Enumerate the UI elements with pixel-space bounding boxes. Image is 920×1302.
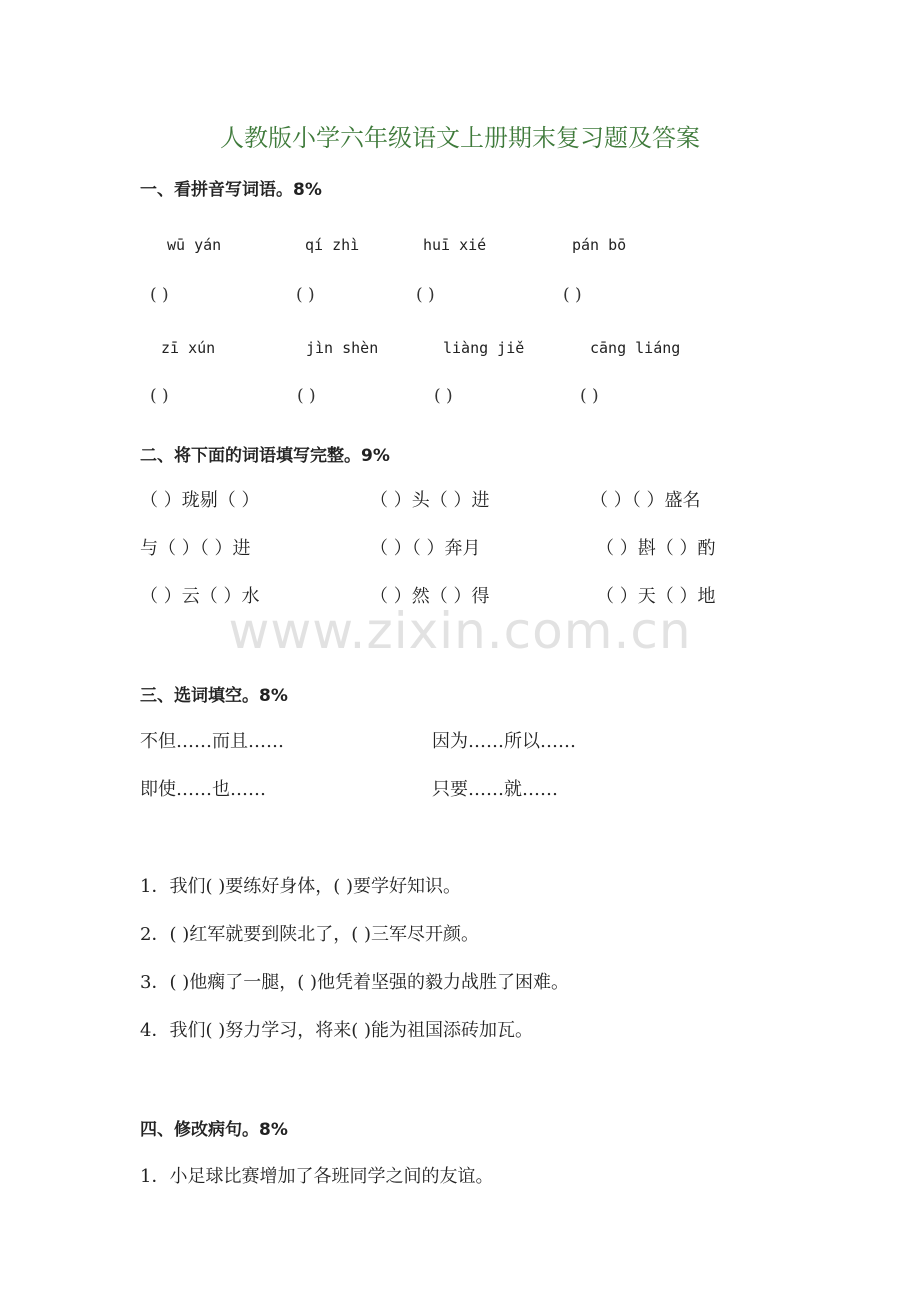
fill-sentence-2: 2．( )红军就要到陕北了，( )三军尽开颜。 [140, 924, 479, 945]
pinyin-7: liàng jiě [443, 339, 525, 357]
idiom-item: （ ）斟（ ）酌 [596, 538, 716, 559]
section-heading-2: 二、将下面的词语填写完整。9% [140, 446, 390, 466]
section-heading-4: 四、修改病句。8% [140, 1120, 288, 1140]
pinyin-1: wū yán [167, 236, 222, 254]
pinyin-8: cāng liáng [590, 339, 681, 357]
pinyin-5: zī xún [161, 339, 216, 357]
answer-blank[interactable]: ( ) [580, 386, 599, 406]
fill-sentence-1: 1．我们( )要练好身体，( )要学好知识。 [140, 876, 461, 897]
faulty-sentence-1: 1．小足球比赛增加了各班同学之间的友谊。 [140, 1166, 494, 1187]
watermark: www.zixin.com.cn [228, 602, 692, 660]
word-option: 即使……也…… [140, 779, 266, 800]
pinyin-6: jìn shèn [306, 339, 379, 357]
word-option: 因为……所以…… [432, 731, 576, 752]
answer-blank[interactable]: ( ) [150, 285, 169, 305]
fill-sentence-3: 3．( )他瘸了一腿，( )他凭着坚强的毅力战胜了困难。 [140, 972, 569, 993]
section-heading-1: 一、看拼音写词语。8% [140, 180, 322, 200]
word-option: 只要……就…… [432, 779, 558, 800]
idiom-item: （ ）云（ ）水 [140, 586, 260, 607]
fill-sentence-4: 4．我们( )努力学习，将来( )能为祖国添砖加瓦。 [140, 1020, 533, 1041]
page-title: 人教版小学六年级语文上册期末复习题及答案 [220, 124, 700, 152]
idiom-item: （ ）珑剔（ ） [140, 490, 260, 511]
pinyin-2: qí zhì [305, 236, 360, 254]
word-option: 不但……而且…… [140, 731, 284, 752]
idiom-item: （ ）天（ ）地 [596, 586, 716, 607]
pinyin-3: huī xié [423, 236, 487, 254]
section-heading-3: 三、选词填空。8% [140, 686, 288, 706]
idiom-item: （ ）然（ ）得 [370, 586, 490, 607]
idiom-item: （ ）（ ）盛名 [590, 490, 701, 511]
idiom-item: 与（ ）（ ）进 [140, 538, 251, 559]
answer-blank[interactable]: ( ) [297, 386, 316, 406]
answer-blank[interactable]: ( ) [434, 386, 453, 406]
answer-blank[interactable]: ( ) [416, 285, 435, 305]
answer-blank[interactable]: ( ) [150, 386, 169, 406]
answer-blank[interactable]: ( ) [563, 285, 582, 305]
pinyin-4: pán bō [572, 236, 627, 254]
idiom-item: （ ）（ ）奔月 [370, 538, 481, 559]
idiom-item: （ ）头（ ）进 [370, 490, 490, 511]
answer-blank[interactable]: ( ) [296, 285, 315, 305]
